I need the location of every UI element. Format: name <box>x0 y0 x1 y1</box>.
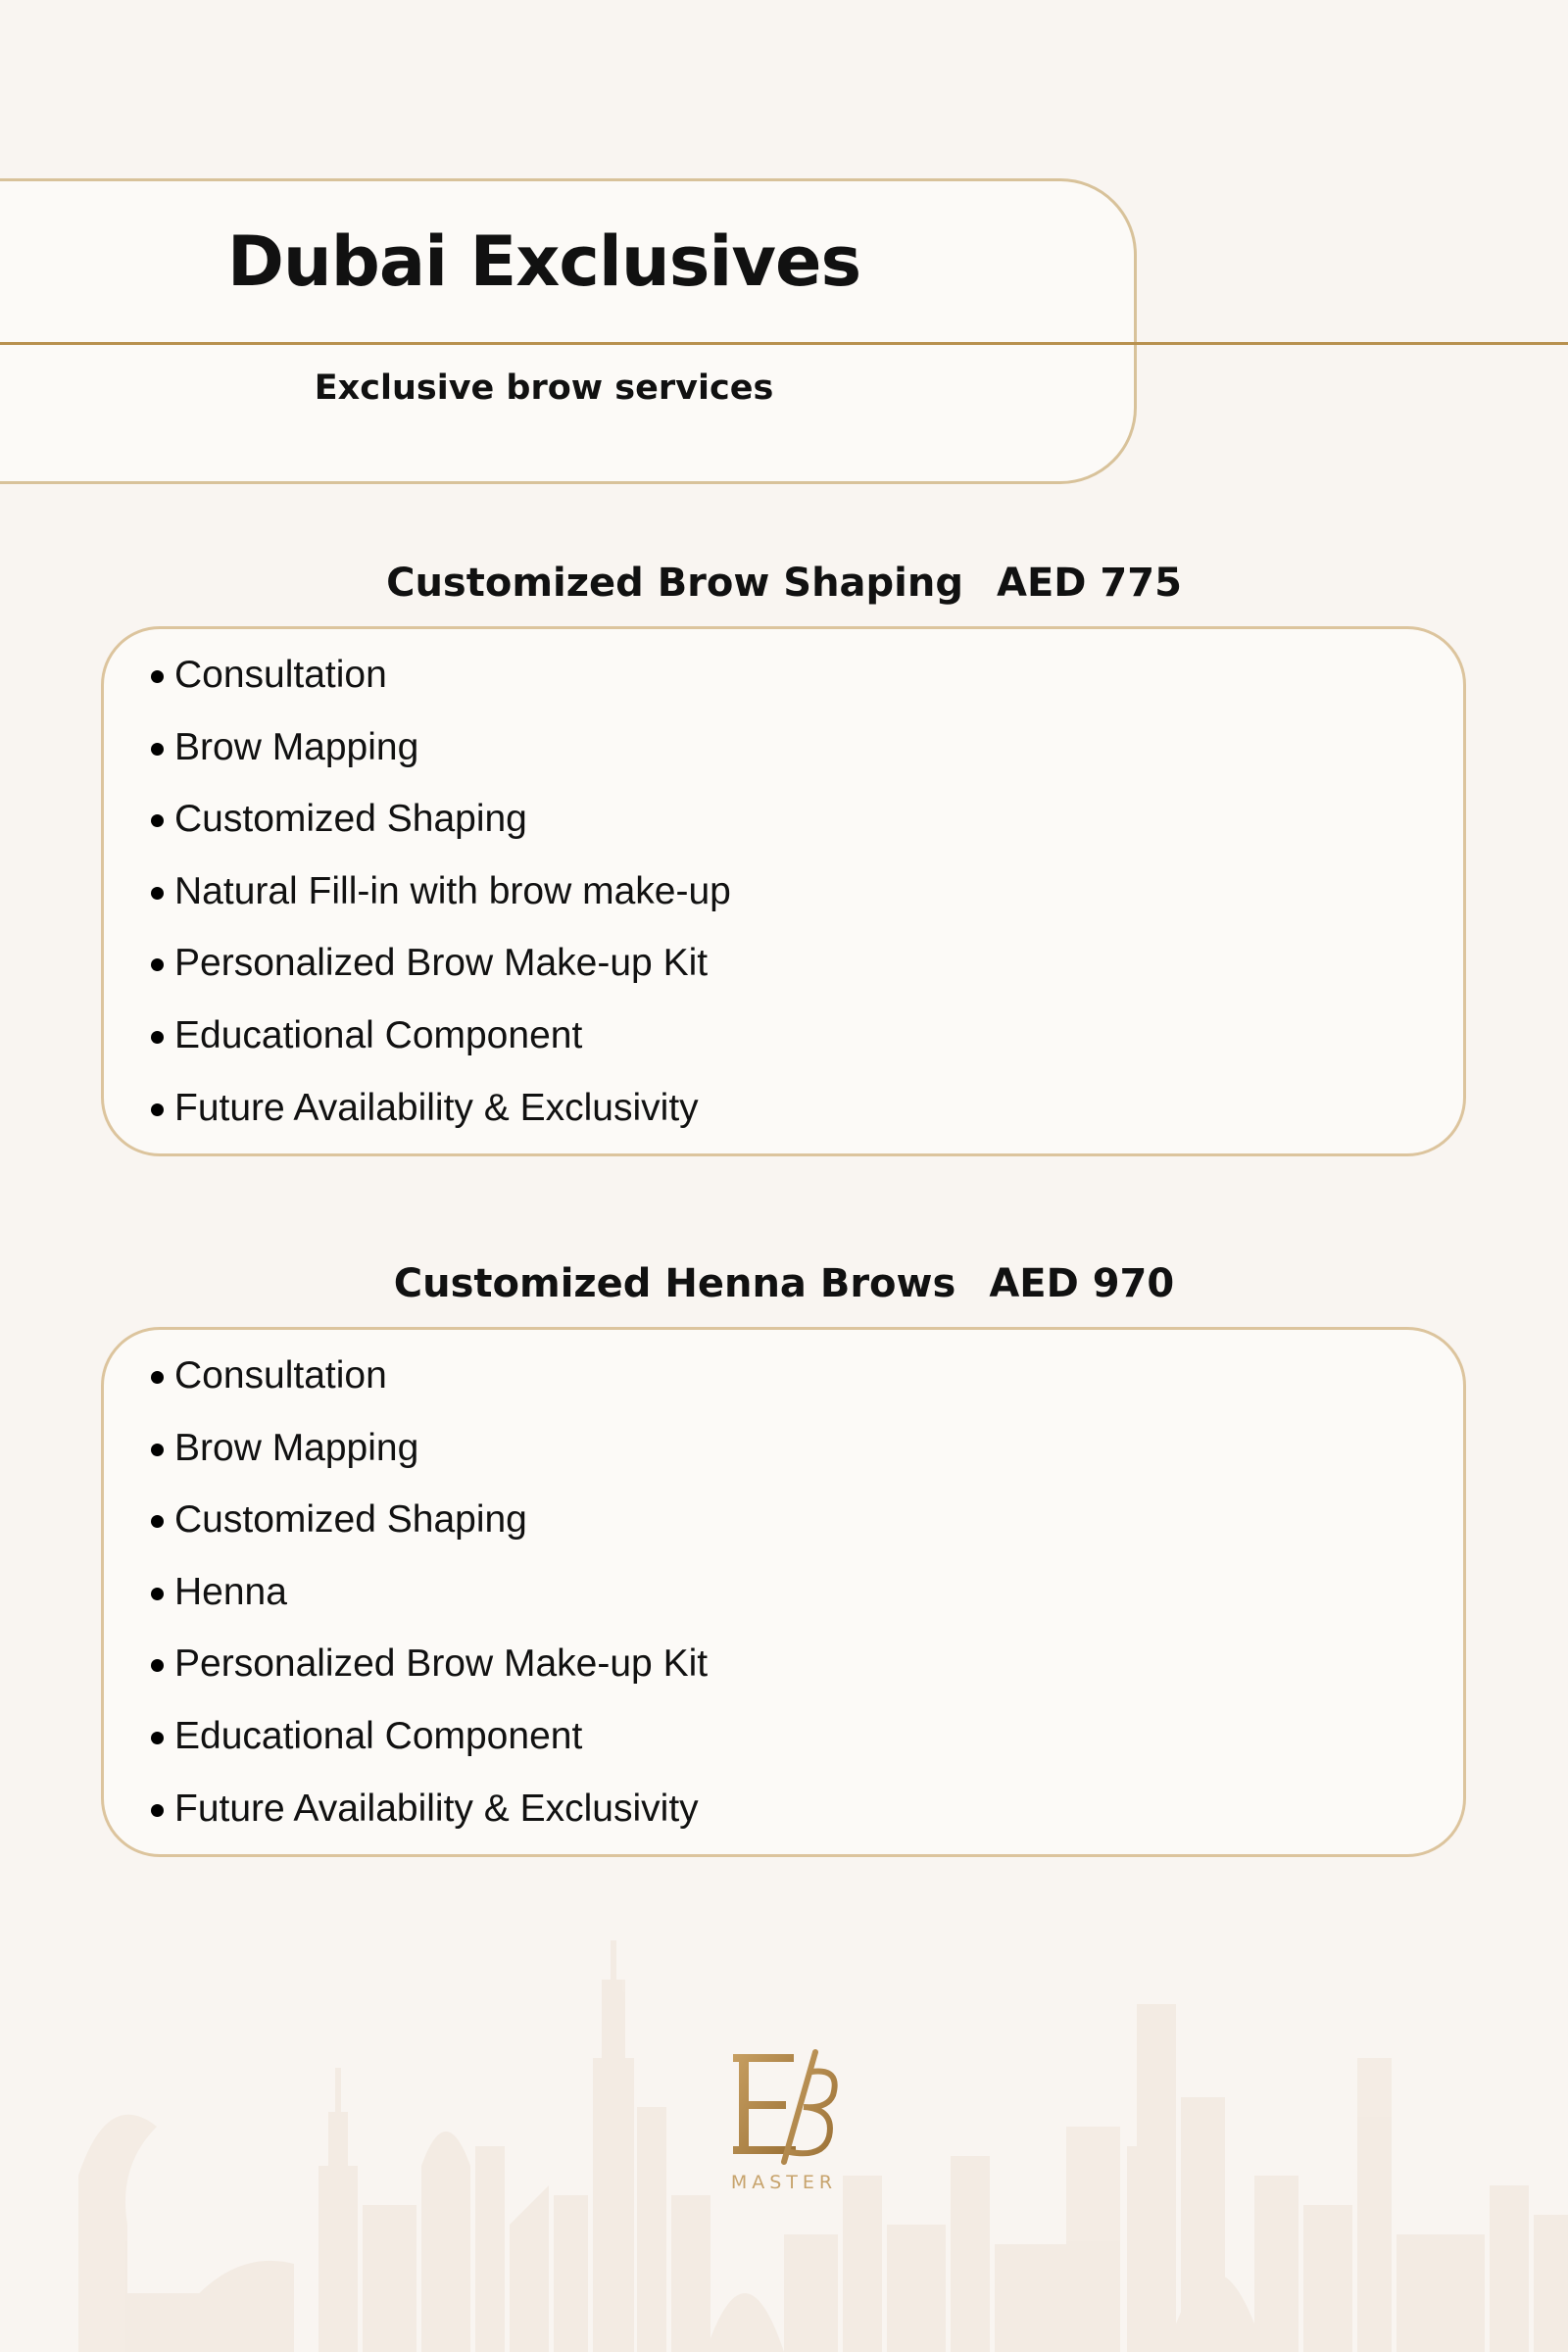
section-price: AED 970 <box>989 1261 1175 1306</box>
list-item: Natural Fill-in with brow make-up <box>151 865 1463 938</box>
list-item: Future Availability & Exclusivity <box>151 1783 1463 1855</box>
section-heading-brow-shaping <box>0 557 1568 610</box>
page-title: Dubai Exclusives <box>226 221 861 302</box>
list-item: Future Availability & Exclusivity <box>151 1082 1463 1154</box>
list-item: Brow Mapping <box>151 1422 1463 1494</box>
list-item: Customized Shaping <box>151 793 1463 865</box>
logo-text: MASTER <box>730 2172 838 2193</box>
list-item: Educational Component <box>151 1009 1463 1082</box>
section-heading-henna-brows <box>0 1257 1568 1310</box>
list-item: Consultation <box>151 649 1463 721</box>
service-card-brow-shaping <box>101 626 1466 1156</box>
service-list <box>104 1330 1463 1854</box>
section-price: AED 775 <box>997 561 1182 606</box>
list-item: Customized Shaping <box>151 1494 1463 1566</box>
service-card-henna-brows <box>101 1327 1466 1857</box>
list-item: Educational Component <box>151 1710 1463 1783</box>
section-name: Customized Henna Brows <box>393 1261 956 1306</box>
list-item: Consultation <box>151 1349 1463 1422</box>
list-item: Henna <box>151 1566 1463 1639</box>
page-subtitle: Exclusive brow services <box>314 368 774 408</box>
gold-divider-line <box>0 342 1568 345</box>
service-list <box>104 629 1463 1153</box>
list-item: Personalized Brow Make-up Kit <box>151 937 1463 1009</box>
section-name: Customized Brow Shaping <box>386 561 963 606</box>
list-item: Brow Mapping <box>151 721 1463 794</box>
list-item: Personalized Brow Make-up Kit <box>151 1638 1463 1710</box>
